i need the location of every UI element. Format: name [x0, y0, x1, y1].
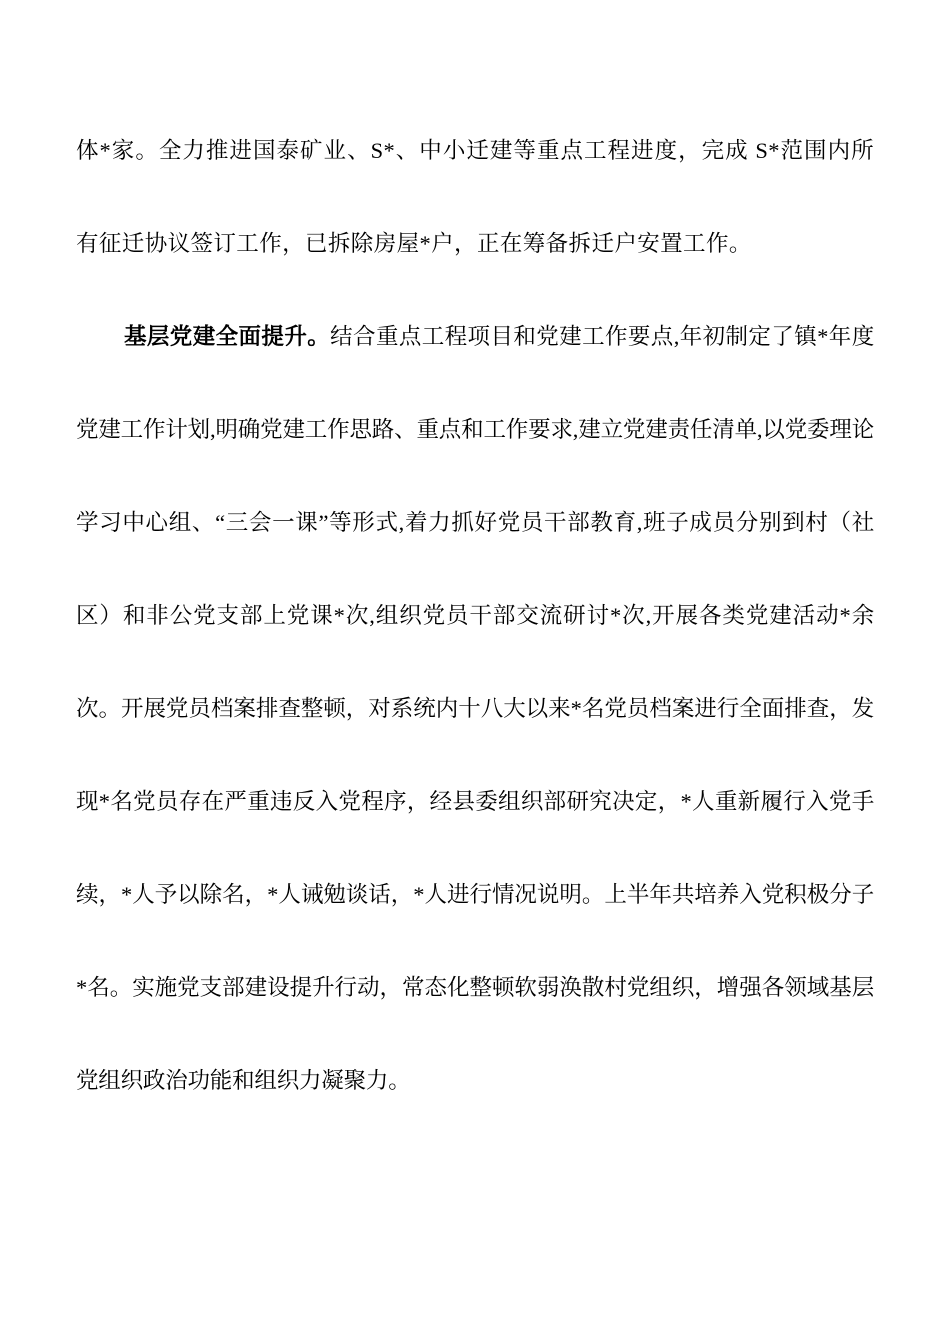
document-body	[76, 104, 874, 1127]
paragraph-2-heading: 基层党建全面提升。	[124, 324, 331, 349]
paragraph-1	[76, 104, 874, 290]
paragraph-2-text: 结合重点工程项目和党建工作要点,年初制定了镇*年度党建工作计划,明确党建工作思路、重点和工作要求,建立党建责任清单,以党委理论学习中心组、“三会一课”等形式,着力抓好党员干部教育,班子成员分别到村（社区）和非公党支部上党课*次,组织党员干部交流研讨*次,开展各类党建活动*余次。开展党员档案排查整顿，对系统内十八大以来*名党员档案进行全面排查，发现*名党员存在严重违反入党程序，经县委组织部研究决定，*人重新履行入党手续，*人予以除名，*人诫勉谈话，*人进行情况说明。上半年共培养入党积极分子*名。实施党支部建设提升行动，常态化整顿软弱涣散村党组织，增强各领域基层党组织政治功能和组织力凝聚力。	[76, 324, 874, 1093]
paragraph-2	[76, 290, 874, 1127]
paragraph-1-text: 体*家。全力推进国泰矿业、S*、中小迁建等重点工程进度，完成 S*范围内所有征迁协议签订工作，已拆除房屋*户，正在筹备拆迁户安置工作。	[76, 138, 874, 256]
